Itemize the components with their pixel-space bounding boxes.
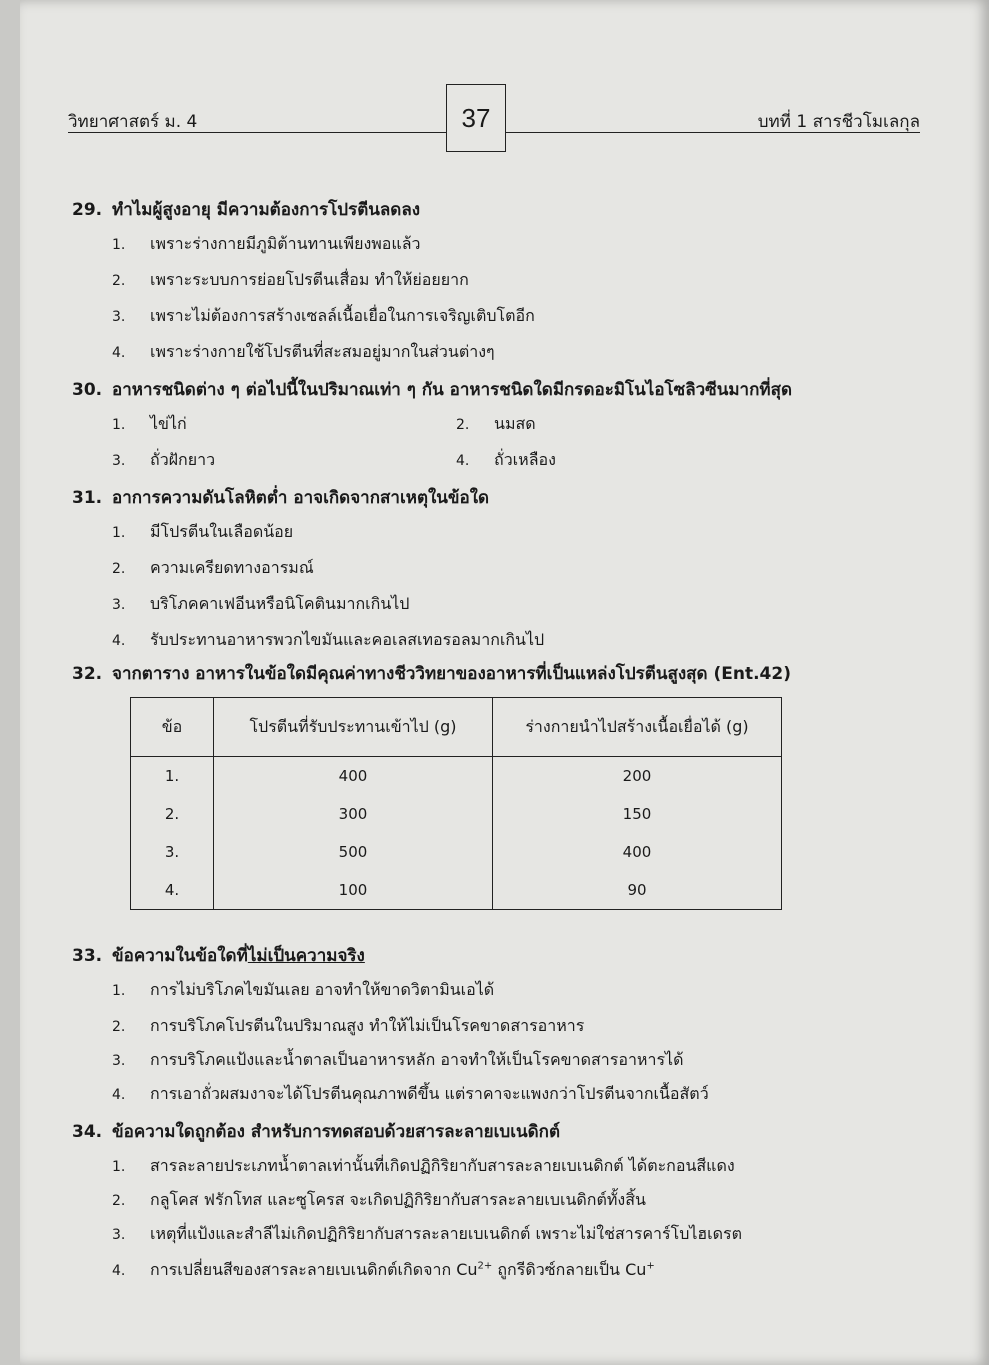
table-cell: 500: [214, 833, 493, 871]
question-31: [72, 484, 489, 511]
option: [112, 1222, 742, 1247]
option: [456, 412, 536, 437]
page-number: 37: [446, 84, 506, 152]
option-text: ไข่ไก่: [150, 414, 187, 433]
option: [112, 412, 187, 437]
question-number: 33.: [72, 946, 103, 966]
table-row: [131, 757, 782, 796]
table-cell: 150: [493, 795, 782, 833]
option-number: 2.: [112, 561, 126, 577]
option-text: การเอาถั่วผสมงาจะได้โปรตีนคุณภาพดีขึ้น แต่ราคาจะแพงกว่าโปรตีนจากเนื้อสัตว์: [150, 1084, 709, 1103]
option-number: 4.: [112, 633, 126, 649]
option: [112, 232, 421, 257]
option-text: การบริโภคแป้งและน้ำตาลเป็นอาหารหลัก อาจทำให้เป็นโรคขาดสารอาหารได้: [150, 1050, 684, 1069]
table-row: [131, 871, 782, 910]
option-number: 1.: [112, 983, 126, 999]
option-number: 1.: [112, 1159, 126, 1175]
question-number: 34.: [72, 1122, 103, 1142]
question-number: 29.: [72, 200, 103, 220]
option-text: ความเครียดทางอารมณ์: [150, 558, 314, 577]
table-row: [131, 795, 782, 833]
option-text: สารละลายประเภทน้ำตาลเท่านั้นที่เกิดปฏิกิริยากับสารละลายเบเนดิกต์ ได้ตะกอนสีแดง: [150, 1156, 735, 1175]
option: [112, 592, 409, 617]
option: [112, 1188, 646, 1213]
option-number: 1.: [112, 417, 126, 433]
question-text: จากตาราง อาหารในข้อใดมีคุณค่าทางชีววิทยาของอาหารที่เป็นแหล่งโปรตีนสูงสุด (Ent.42): [112, 664, 791, 684]
option: [112, 556, 314, 581]
question-text: ข้อความใดถูกต้อง สำหรับการทดสอบด้วยสารละลายเบเนดิกต์: [112, 1122, 561, 1142]
table-header: ข้อ: [131, 698, 214, 757]
option: [456, 448, 556, 473]
option: [112, 448, 215, 473]
table-cell: 90: [493, 871, 782, 910]
option-text: รับประทานอาหารพวกไขมันและคอเลสเทอรอลมากเกินไป: [150, 630, 545, 649]
table-cell: 2.: [131, 795, 214, 833]
superscript-charge: 2+: [477, 1260, 493, 1272]
table-header-row: [131, 698, 782, 757]
option-text: เหตุที่แป้งและสำลีไม่เกิดปฏิกิริยากับสารละลายเบเนดิกต์ เพราะไม่ใช่สารคาร์โบไฮเดรต: [150, 1224, 742, 1243]
table-cell: 1.: [131, 757, 214, 796]
option: [112, 340, 495, 365]
option-text: เพราะร่างกายใช้โปรตีนที่สะสมอยู่มากในส่วนต่างๆ: [150, 342, 495, 361]
option: [112, 268, 469, 293]
option-number: 3.: [112, 309, 126, 325]
page-header: [68, 104, 920, 134]
header-chapter: บทที่ 1 สารชีวโมเลกุล: [757, 112, 920, 132]
question-text: ทำไมผู้สูงอายุ มีความต้องการโปรตีนลดลง: [112, 200, 421, 220]
table-cell: 4.: [131, 871, 214, 910]
option-text: การไม่บริโภคไขมันเลย อาจทำให้ขาดวิตามินเอได้: [150, 980, 495, 999]
option-text: เพราะร่างกายมีภูมิต้านทานเพียงพอแล้ว: [150, 234, 421, 253]
option: [112, 520, 293, 545]
table-header: โปรตีนที่รับประทานเข้าไป (g): [214, 698, 493, 757]
option-text: นมสด: [494, 414, 536, 433]
table-cell: 200: [493, 757, 782, 796]
question-number: 32.: [72, 664, 103, 684]
option: [112, 304, 535, 329]
option: [112, 978, 494, 1003]
option: [112, 1258, 655, 1283]
option-number: 2.: [112, 1019, 126, 1035]
option-number: 4.: [456, 453, 470, 469]
option-text: การบริโภคโปรตีนในปริมาณสูง ทำให้ไม่เป็นโรคขาดสารอาหาร: [150, 1016, 585, 1035]
option-number: 4.: [112, 1263, 126, 1279]
option-number: 1.: [112, 237, 126, 253]
question-text-underlined: ไม่เป็นความจริง: [247, 946, 365, 966]
option-text: การเปลี่ยนสีของสารละลายเบเนดิกต์เกิดจาก Cu: [150, 1260, 478, 1279]
option-text: มีโปรตีนในเลือดน้อย: [150, 522, 294, 541]
protein-table: [130, 697, 782, 910]
question-32: [72, 660, 791, 687]
option-number: 4.: [112, 345, 126, 361]
question-30: [72, 376, 792, 403]
question-text: อาหารชนิดต่าง ๆ ต่อไปนี้ในปริมาณเท่า ๆ กัน อาหารชนิดใดมีกรดอะมิโนไอโซลิวซีนมากที่สุด: [112, 380, 792, 400]
option-text: ถูกรีดิวซ์กลายเป็น Cu: [492, 1260, 647, 1279]
option: [112, 1048, 683, 1073]
question-number: 30.: [72, 380, 103, 400]
option-number: 3.: [112, 597, 126, 613]
option: [112, 1154, 735, 1179]
document-page: [20, 0, 989, 1365]
table-cell: 400: [493, 833, 782, 871]
option-text: เพราะระบบการย่อยโปรตีนเสื่อม ทำให้ย่อยยาก: [150, 270, 469, 289]
option-text: กลูโคส ฟรักโทส และซูโครส จะเกิดปฏิกิริยากับสารละลายเบเนดิกต์ทั้งสิ้น: [150, 1190, 646, 1209]
table-row: [131, 833, 782, 871]
option: [112, 628, 544, 653]
option-text: ถั่วฝักยาว: [150, 450, 216, 469]
table-cell: 400: [214, 757, 493, 796]
question-29: [72, 196, 420, 223]
option-number: 1.: [112, 525, 126, 541]
option: [112, 1014, 584, 1039]
option-text: ถั่วเหลือง: [494, 450, 556, 469]
table-header: ร่างกายนำไปสร้างเนื้อเยื่อได้ (g): [493, 698, 782, 757]
table-cell: 3.: [131, 833, 214, 871]
option-number: 2.: [112, 273, 126, 289]
option-number: 3.: [112, 1053, 126, 1069]
question-text: ข้อความในข้อใดที่: [112, 946, 248, 966]
table-cell: 100: [214, 871, 493, 910]
superscript-charge: +: [646, 1260, 655, 1272]
question-34: [72, 1118, 560, 1145]
header-subject: วิทยาศาสตร์ ม. 4: [68, 112, 198, 132]
option-number: 3.: [112, 453, 126, 469]
option-text: บริโภคคาเฟอีนหรือนิโคตินมากเกินไป: [150, 594, 410, 613]
question-text: อาการความดันโลหิตต่ำ อาจเกิดจากสาเหตุในข้อใด: [112, 488, 490, 508]
option: [112, 1082, 709, 1107]
option-number: 3.: [112, 1227, 126, 1243]
table-cell: 300: [214, 795, 493, 833]
question-33: [72, 942, 365, 969]
question-number: 31.: [72, 488, 103, 508]
option-number: 4.: [112, 1087, 126, 1103]
option-number: 2.: [456, 417, 470, 433]
option-number: 2.: [112, 1193, 126, 1209]
option-text: เพราะไม่ต้องการสร้างเซลล์เนื้อเยื่อในการเจริญเติบโตอีก: [150, 306, 535, 325]
